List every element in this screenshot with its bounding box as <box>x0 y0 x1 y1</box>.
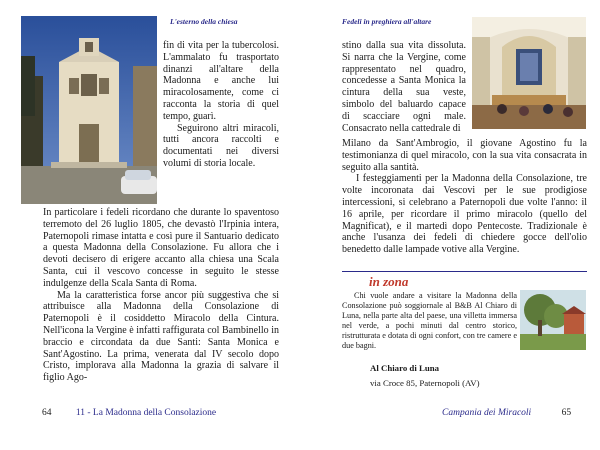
venue-name: Al Chiaro di Luna <box>370 363 440 373</box>
right-body-p1: Milano da Sant'Ambrogio, il giovane Agostino fu la testimonianza di quel miracolo, con la sua vita consacrata in seguito alla santità. <box>342 138 587 173</box>
left-footer <box>42 408 216 418</box>
left-body-text <box>43 207 279 384</box>
right-page-number: 65 <box>561 408 572 418</box>
left-page-number: 64 <box>42 408 52 418</box>
in-zona-description: Chi vuole andare a visitare la Madonna della Consolazione può soggiornale al B&B Al Chiaro di Luna, nella parte alta del paese, una villetta immersa nel verde, a pochi minuti dal centro storico, ristrutturata e dotata di ogni confort, con tre camere e due bagni. <box>342 291 517 350</box>
side-column-text <box>163 40 279 170</box>
right-page <box>300 0 600 450</box>
right-top-column-text: stino dalla sua vita dissoluta. Si narra che la Vergine, come rappresentato nel quadro, concedesse a Santa Monica la cintura della sua veste, simbolo del baluardo capace di scacciare ogni male. Consacrato nella cattedrale di <box>342 40 466 134</box>
altar-interior-photo <box>472 17 586 129</box>
section-divider <box>342 271 587 272</box>
right-body-p2: I festeggiamenti per la Madonna della Consolazione, tre volte incoronata dai Vescovi per le sue prodigiose intercessioni, si celebrano a Paternopoli due volte l'anno: il 16 aprile, per ricordare il primo miracolo (quello del Magnificat), e il martedì dopo Pentecoste. Tradizionale è anche l'usanza dei fedeli di chiedere gocce dell'olio benedetto dalle lampade votive alla Vergine. <box>342 173 587 256</box>
church-exterior-photo <box>21 16 157 204</box>
left-photo-caption: L'esterno della chiesa <box>170 17 238 26</box>
right-body-text <box>342 138 587 256</box>
book-title: Campania dei Miracoli <box>442 408 532 418</box>
chapter-title: 11 - La Madonna della Consolazione <box>75 408 217 418</box>
in-zona-heading: in zona <box>369 274 409 289</box>
side-column-p1: fin di vita per la tubercolosi. L'ammalato fu trasportato dinanzi all'altare della Madonna e anche lui miracolosamente, come ci racconta la storia di quel tempo, guarì. <box>163 40 279 122</box>
venue-address: via Croce 85, Paternopoli (AV) <box>370 378 480 388</box>
right-photo-caption: Fedeli in preghiera all'altare <box>342 17 432 26</box>
left-body-p1: In particolare i fedeli ricordano che durante lo spaventoso terremoto del 26 luglio 1805, che devastò l'Irpinia intera, Paternopoli rimase intatta e così pure il Santuario dedicato a questa Madonna della Consolazione. Fu allora che i devoti decisero di erigere accanto alla chiesa una Scala Santa, cui il vescovo concesse in seguito le stesse indulgenze della Scala Santa di Roma. <box>43 207 279 289</box>
left-body-p2: Ma la caratteristica forse ancor più suggestiva che si attribuisce alla Madonna della Consolazione di Paternopoli è il cosiddetto Miracolo della Cintura. Nell'icona la Vergine è infatti raffigurata col Bambinello in braccio e circondata da due Santi: Santa Monica e Sant'Agostino. La prima, venerata dal IV secolo dopo Cristo, implorava alla Madonna la grazia di salvare il figlio Ago- <box>43 289 279 384</box>
in-zona-text <box>342 291 517 351</box>
side-column-p2: Seguirono altri miracoli, tutti ancora raccolti e documentati nei diversi volumi di storia locale. <box>163 122 279 169</box>
right-footer <box>442 408 571 418</box>
villa-photo <box>520 290 586 350</box>
right-top-column <box>342 40 466 134</box>
